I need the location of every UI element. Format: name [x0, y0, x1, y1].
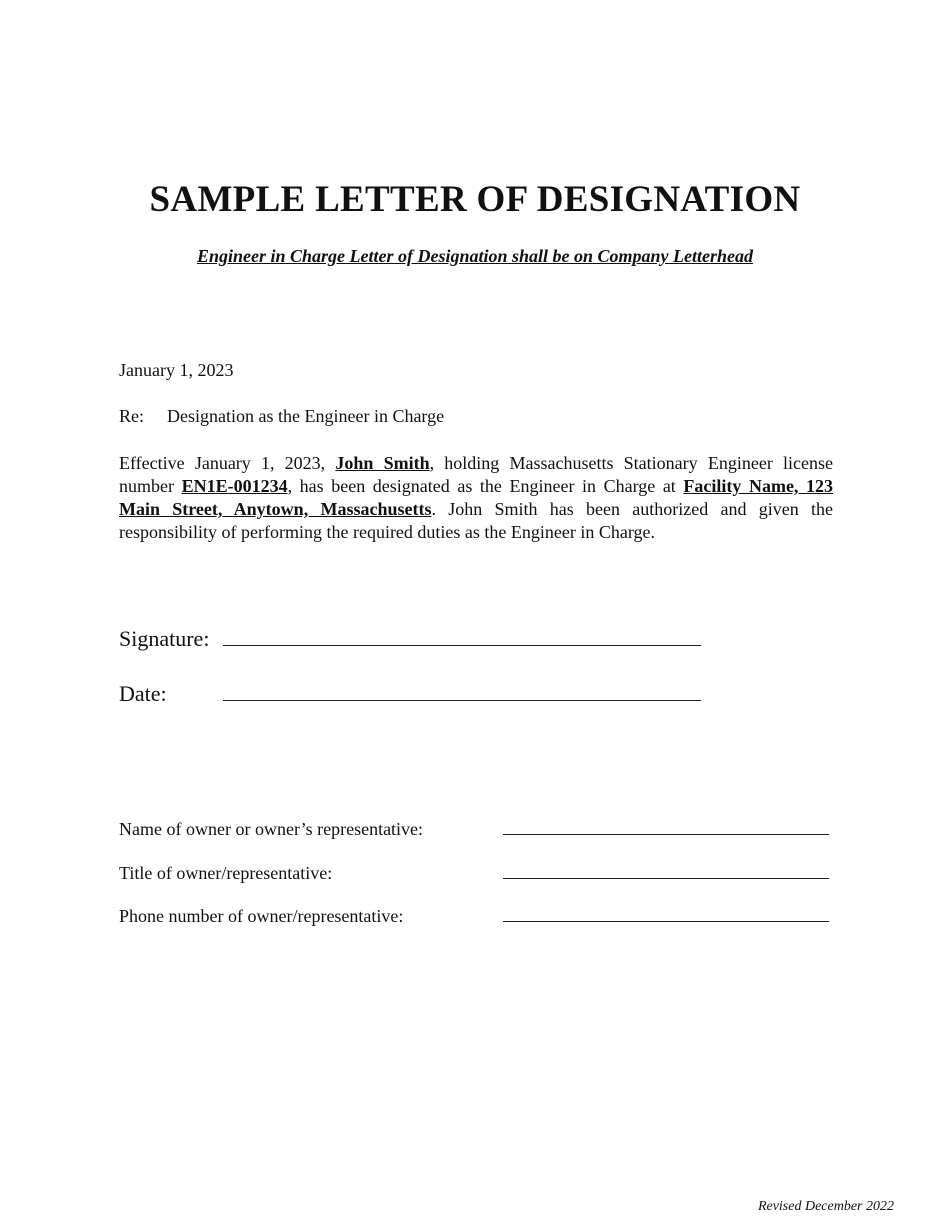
- date-line: [223, 682, 701, 701]
- date-row: [119, 681, 701, 707]
- document-title: SAMPLE LETTER OF DESIGNATION: [149, 179, 801, 220]
- signature-row: [119, 626, 701, 652]
- document-subtitle: Engineer in Charge Letter of Designation shall be on Company Letterhead: [196, 246, 754, 266]
- engineer-name: John Smith: [335, 453, 430, 473]
- owner-name-label: Name of owner or owner’s representative:: [119, 819, 424, 839]
- signature-label: Signature:: [119, 626, 210, 651]
- owner-name-row: [119, 819, 829, 840]
- re-line: [119, 406, 444, 427]
- body-part-2: , holding Massachusetts Stationary Engineer license number: [119, 453, 833, 496]
- owner-name-line: [503, 819, 829, 835]
- date-label: Date:: [119, 681, 167, 706]
- re-label: Re:: [119, 406, 144, 426]
- license-number: EN1E-001234: [181, 476, 288, 496]
- body-part-1: Effective January 1, 2023,: [119, 453, 336, 473]
- body-part-3: , has been designated as the Engineer in Charge at: [287, 476, 684, 496]
- owner-phone-row: [119, 906, 829, 927]
- body-part-4: . John Smith has been authorized and given the responsibility of performing the required duties as the Engineer in Charge.: [119, 499, 833, 542]
- facility-address: Facility Name, 123 Main Street, Anytown, Massachusetts: [119, 476, 834, 519]
- owner-phone-label: Phone number of owner/representative:: [119, 906, 404, 926]
- revision-footer: Revised December 2022: [757, 1199, 894, 1214]
- owner-phone-line: [503, 906, 829, 922]
- owner-title-row: [119, 863, 829, 884]
- owner-title-line: [503, 863, 829, 879]
- owner-title-label: Title of owner/representative:: [119, 863, 333, 883]
- signature-line: [223, 627, 701, 646]
- re-text: Designation as the Engineer in Charge: [167, 406, 445, 426]
- letter-date: January 1, 2023: [119, 360, 234, 380]
- body-paragraph: [119, 452, 833, 544]
